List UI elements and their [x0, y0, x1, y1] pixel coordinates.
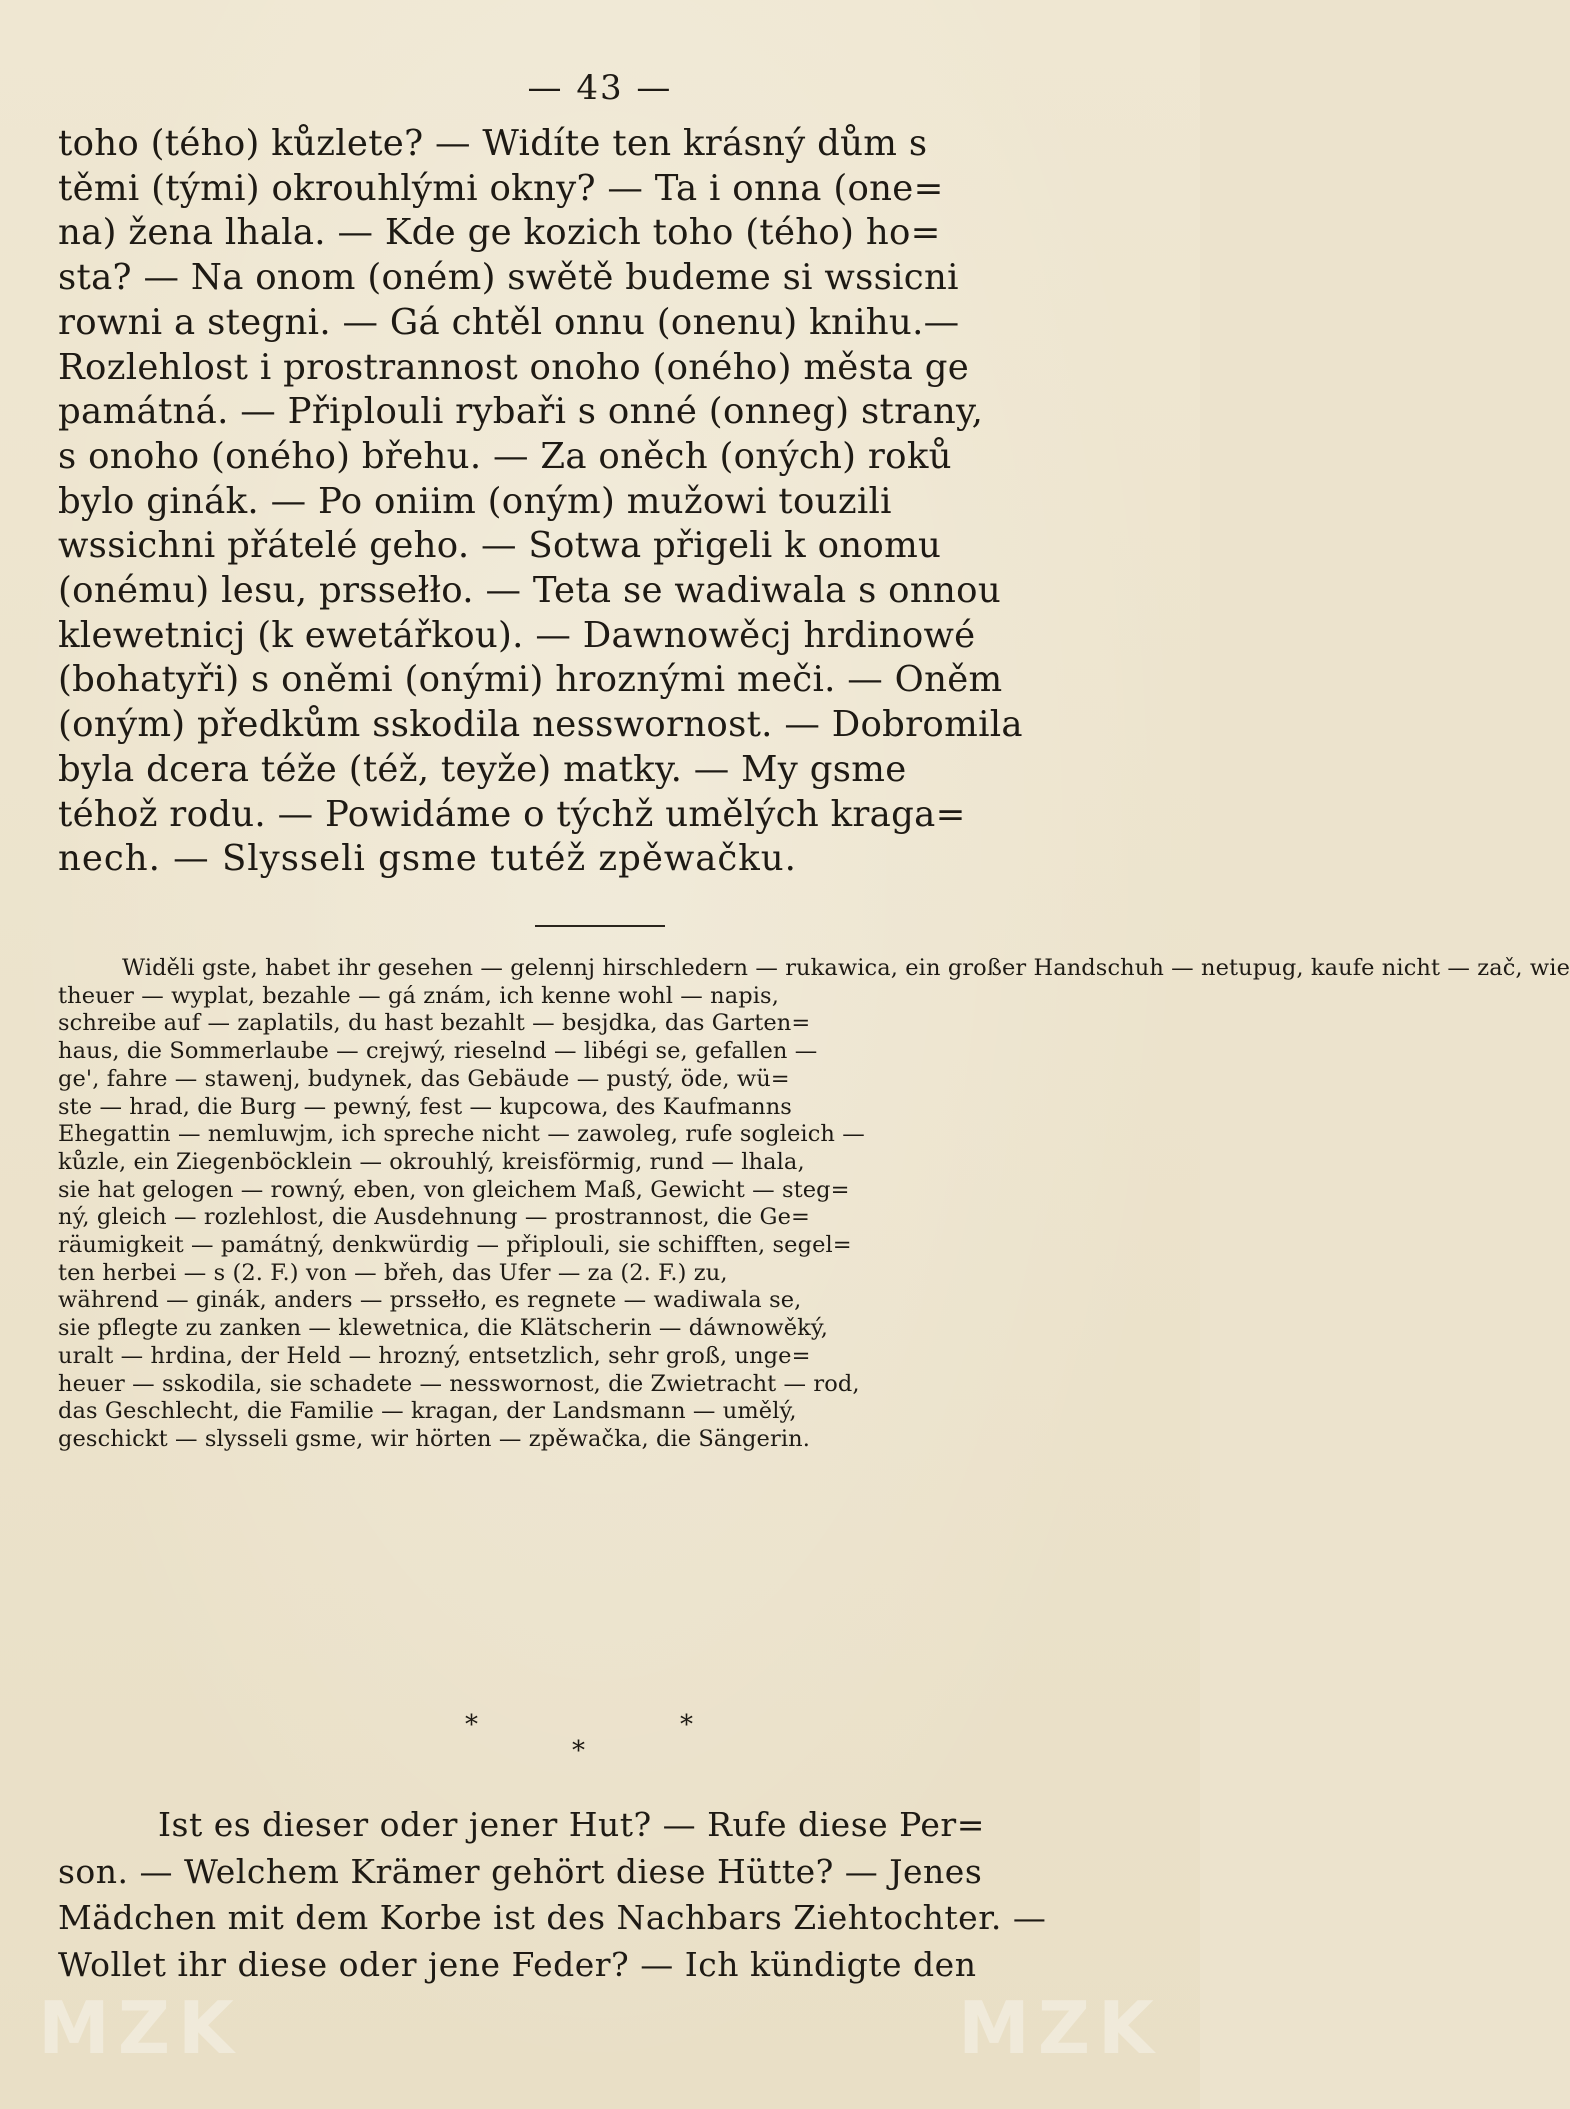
glossary-line: kůzle, ein Ziegenböcklein — okrouhlý, kreisförmig, rund — lhala,: [58, 1148, 805, 1175]
text-line: son. — Welchem Krämer gehört diese Hütte? — Jenes: [58, 1851, 983, 1891]
text-line: téhož rodu. — Powidáme o týchž umělých kraga=: [58, 793, 966, 835]
german-exercise-text: [58, 1802, 1140, 1988]
glossary-line: das Geschlecht, die Familie — kragan, der Landsmann — umělý,: [58, 1398, 797, 1425]
glossary-line: Ehegattin — nemluwjm, ich spreche nicht — zawoleg, rufe sogleich —: [58, 1121, 865, 1148]
text-line: rowni a stegni. — Gá chtěl onnu (onenu) knihu.—: [58, 301, 960, 343]
czech-exercise-text: [58, 122, 1140, 882]
glossary-line: ge', fahre — stawenj, budynek, das Gebäude — pustý, öde, wü=: [58, 1065, 790, 1092]
text-line: toho (tého) kůzlete? — Widíte ten krásný dům s: [58, 123, 928, 164]
page-number: — 43 —: [527, 68, 673, 108]
asterism-star: *: [680, 1710, 693, 1740]
text-line: sta? — Na onom (oném) swětě budeme si wssicni: [58, 257, 959, 299]
glossary-line: räumigkeit — památný, denkwürdig — připlouli, sie schifften, segel=: [58, 1232, 852, 1259]
glossary-line: während — ginák, anders — prssełło, es regnete — wadiwala se,: [58, 1287, 802, 1314]
text-line: (bohatyři) s oněmi (onými) hroznými meči. — Oněm: [58, 659, 1003, 701]
glossary-line: sie pflegte zu zanken — klewetnica, die Klätscherin — dáwnowěký,: [58, 1315, 828, 1342]
glossary-line: Widěli gste, habet ihr gesehen — gelennj hirschledern — rukawica, ein großer Handschuh — netupug, kaufe nicht — zač, wie: [122, 955, 1570, 981]
text-line: na) žena lhala. — Kde ge kozich toho (tého) ho=: [58, 212, 941, 254]
glossary-line: uralt — hrdina, der Held — hrozný, entsetzlich, sehr groß, unge=: [58, 1342, 811, 1369]
text-line: (oným) předkům sskodila nesswornost. — Dobromila: [58, 704, 1023, 746]
text-line: Mädchen mit dem Korbe ist des Nachbars Ziehtochter. —: [58, 1898, 1047, 1937]
text-line: bylo ginák. — Po oniim (oným) mužowi touzili: [58, 480, 892, 522]
library-watermark: MZK: [958, 1986, 1162, 2070]
text-line: Rozlehlost i prostrannost onoho (oného) města ge: [58, 346, 970, 388]
asterism-star: *: [465, 1710, 478, 1740]
glossary-line: sie hat gelogen — rowný, eben, von gleichem Maß, Gewicht — steg=: [58, 1176, 850, 1203]
text-line: klewetnicj (k ewetářkou). — Dawnowěcj hrdinowé: [58, 614, 976, 656]
text-line: (onému) lesu, prssełło. — Teta se wadiwala s onnou: [58, 570, 1002, 612]
section-divider: [535, 925, 665, 927]
glossary-line: ste — hrad, die Burg — pewný, fest — kupcowa, des Kaufmanns: [58, 1093, 792, 1120]
vocabulary-glossary: [58, 955, 1570, 1454]
glossary-line: ný, gleich — rozlehlost, die Ausdehnung — prostrannost, die Ge=: [58, 1204, 810, 1231]
asterism-star: *: [572, 1736, 585, 1766]
glossary-line: geschickt — slysseli gsme, wir hörten — zpěwačka, die Sängerin.: [58, 1425, 810, 1452]
library-watermark: MZK: [38, 1986, 242, 2070]
text-line: byla dcera téže (též, teyže) matky. — My gsme: [58, 748, 907, 790]
glossary-line: schreibe auf — zaplatils, du hast bezahlt — besjdka, das Garten=: [58, 1010, 811, 1037]
text-line: těmi (tými) okrouhlými okny? — Ta i onna (one=: [58, 167, 944, 209]
glossary-line: heuer — sskodila, sie schadete — nesswornost, die Zwietracht — rod,: [58, 1370, 860, 1397]
asterism: [0, 1712, 1200, 1782]
text-line: wssichni přátelé geho. — Sotwa přigeli k onomu: [58, 525, 942, 567]
glossary-line: haus, die Sommerlaube — crejwý, rieselnd — libégi se, gefallen —: [58, 1038, 818, 1065]
text-line: památná. — Připlouli rybaři s onné (onneg) strany,: [58, 391, 984, 433]
text-line: Wollet ihr diese oder jene Feder? — Ich kündigte den: [58, 1944, 977, 1984]
glossary-line: theuer — wyplat, bezahle — gá znám, ich kenne wohl — napis,: [58, 982, 779, 1009]
text-line: nech. — Slysseli gsme tutéž zpěwačku.: [58, 838, 797, 880]
text-line: Ist es dieser oder jener Hut? — Rufe diese Per=: [158, 1805, 985, 1844]
glossary-line: ten herbei — s (2. F.) von — břeh, das Ufer — za (2. F.) zu,: [58, 1259, 728, 1286]
text-line: s onoho (oného) břehu. — Za oněch (oných) roků: [58, 435, 952, 477]
